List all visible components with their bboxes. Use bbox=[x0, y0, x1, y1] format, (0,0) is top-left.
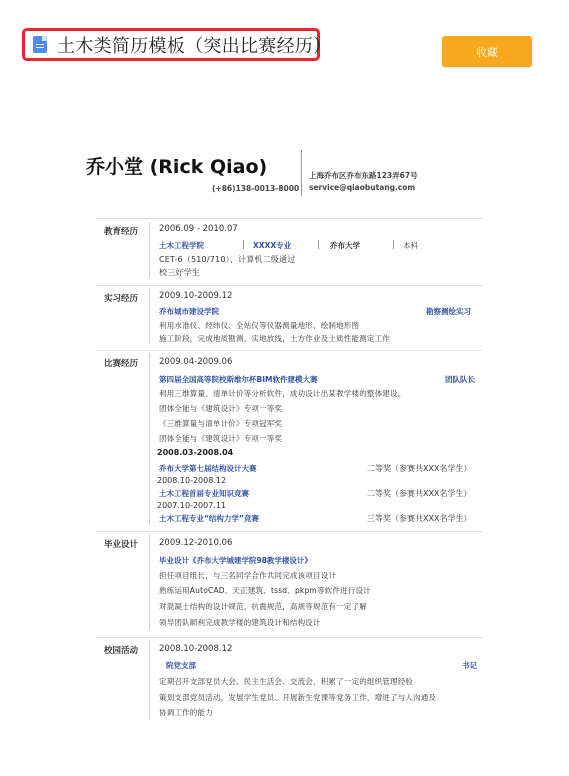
competition-line: 团体全能与《建筑设计》专项一等奖 bbox=[159, 404, 283, 413]
separator bbox=[318, 240, 319, 249]
section-label-competition: 比赛经历 bbox=[104, 359, 139, 369]
competition-date-3: 2008.10-2008.12 bbox=[157, 476, 227, 485]
graduation-line: 对混凝土结构的设计规范，抗震规范，高规等规范有一定了解 bbox=[159, 602, 367, 611]
header-divider bbox=[301, 150, 302, 196]
internship-line: 施工阶段，完成地质勘测，实地放线，土方作业及土质性能测定工作 bbox=[159, 334, 390, 343]
competition-award-3: 二等奖（参赛共XXX名学生） bbox=[367, 489, 472, 498]
section-rule bbox=[149, 288, 150, 344]
section-rule bbox=[149, 222, 150, 278]
graduation-line: 领导团队顺利完成教学楼的建筑设计和结构设计 bbox=[159, 618, 321, 627]
section-divider bbox=[96, 531, 482, 532]
campus-line: 策划支部党员活动，发展学生党员、开展新生党课等党务工作，增进了与人沟通及 bbox=[159, 693, 437, 702]
candidate-name: 乔小堂 (Rick Qiao) bbox=[86, 156, 268, 178]
section-rule bbox=[149, 353, 150, 525]
competition-date: 2009.04-2009.06 bbox=[159, 357, 233, 367]
competition-title-4: 土木工程专业“结构力学”竞赛 bbox=[159, 514, 259, 523]
competition-title-2: 乔布大学第七届结构设计大赛 bbox=[159, 464, 257, 473]
competition-award-2: 二等奖（参赛共XXX名学生） bbox=[367, 464, 472, 473]
separator bbox=[243, 240, 244, 249]
section-divider bbox=[96, 350, 482, 351]
competition-title: 第四届全国高等院校斯维尔杯BIM软件建模大赛 bbox=[159, 375, 318, 384]
campus-org: 院党支部 bbox=[166, 661, 196, 670]
section-rule bbox=[149, 640, 150, 720]
internship-line: 利用水准仪、经纬仪、全站仪等仪器测量地形、绘制地形图 bbox=[159, 321, 360, 330]
education-major: XXXX专业 bbox=[253, 241, 292, 250]
section-divider bbox=[96, 637, 482, 638]
section-label-internship: 实习经历 bbox=[104, 294, 139, 304]
internship-date: 2009.10-2009.12 bbox=[159, 291, 233, 301]
page-title: 土木类简历模板（突出比赛经历） bbox=[57, 35, 332, 57]
competition-award-4: 三等奖（参赛共XXX名学生） bbox=[367, 514, 472, 523]
internship-company: 乔布城市建设学院 bbox=[159, 307, 219, 316]
separator bbox=[393, 240, 394, 249]
competition-title-3: 土木工程首届专业知识竞赛 bbox=[159, 489, 249, 498]
section-rule bbox=[149, 534, 150, 630]
competition-line: 利用三维算量、清单计价等分析软件，成功设计出某教学楼的整体建设。 bbox=[159, 389, 406, 398]
competition-date-2: 2008.03-2008.04 bbox=[157, 448, 234, 457]
section-label-campus: 校园活动 bbox=[104, 646, 139, 656]
education-university: 乔布大学 bbox=[330, 241, 360, 250]
competition-role: 团队队长 bbox=[445, 375, 475, 384]
education-line: CET-6（510/710）、计算机二级通过 bbox=[159, 255, 296, 264]
campus-role: 书记 bbox=[462, 661, 477, 670]
email: service@qiaobutang.com bbox=[309, 183, 416, 192]
campus-date: 2008.10-2008.12 bbox=[159, 644, 233, 654]
education-line: 校三好学生 bbox=[159, 268, 200, 277]
campus-line: 协调工作的能力 bbox=[159, 708, 213, 717]
competition-line: 《三维算量与清单计价》专项冠军奖 bbox=[159, 419, 283, 428]
collect-button[interactable]: 收藏 bbox=[442, 36, 532, 67]
graduation-date: 2009.12-2010.06 bbox=[159, 538, 233, 548]
internship-role: 勘察测绘实习 bbox=[426, 307, 471, 316]
education-date: 2006.09 - 2010.07 bbox=[159, 224, 238, 234]
address: 上海乔布区乔布东路123弄67号 bbox=[309, 171, 418, 180]
campus-line: 定期召开支部党员大会、民主生活会、交流会，积累了一定的组织管理经验 bbox=[159, 677, 414, 686]
section-label-graduation: 毕业设计 bbox=[104, 540, 139, 550]
graduation-title: 毕业设计《乔布大学城建学院98教学楼设计》 bbox=[159, 556, 312, 565]
section-divider bbox=[96, 285, 482, 286]
graduation-line: 熟练运用AutoCAD、天正建筑、tssd、pkpm等软件进行设计 bbox=[159, 586, 371, 595]
phone-number: (+86)138-0013-8000 bbox=[212, 184, 300, 193]
section-divider bbox=[96, 218, 482, 219]
section-label-education: 教育经历 bbox=[104, 227, 139, 237]
graduation-line: 担任项目组长，与三名同学合作共同完成该项目设计 bbox=[159, 571, 337, 580]
competition-line: 团体全能与《建筑设计》专项一等奖 bbox=[159, 434, 283, 443]
education-degree: 本科 bbox=[403, 241, 418, 250]
competition-date-4: 2007.10-2007.11 bbox=[157, 501, 227, 510]
education-college: 土木工程学院 bbox=[159, 241, 204, 250]
